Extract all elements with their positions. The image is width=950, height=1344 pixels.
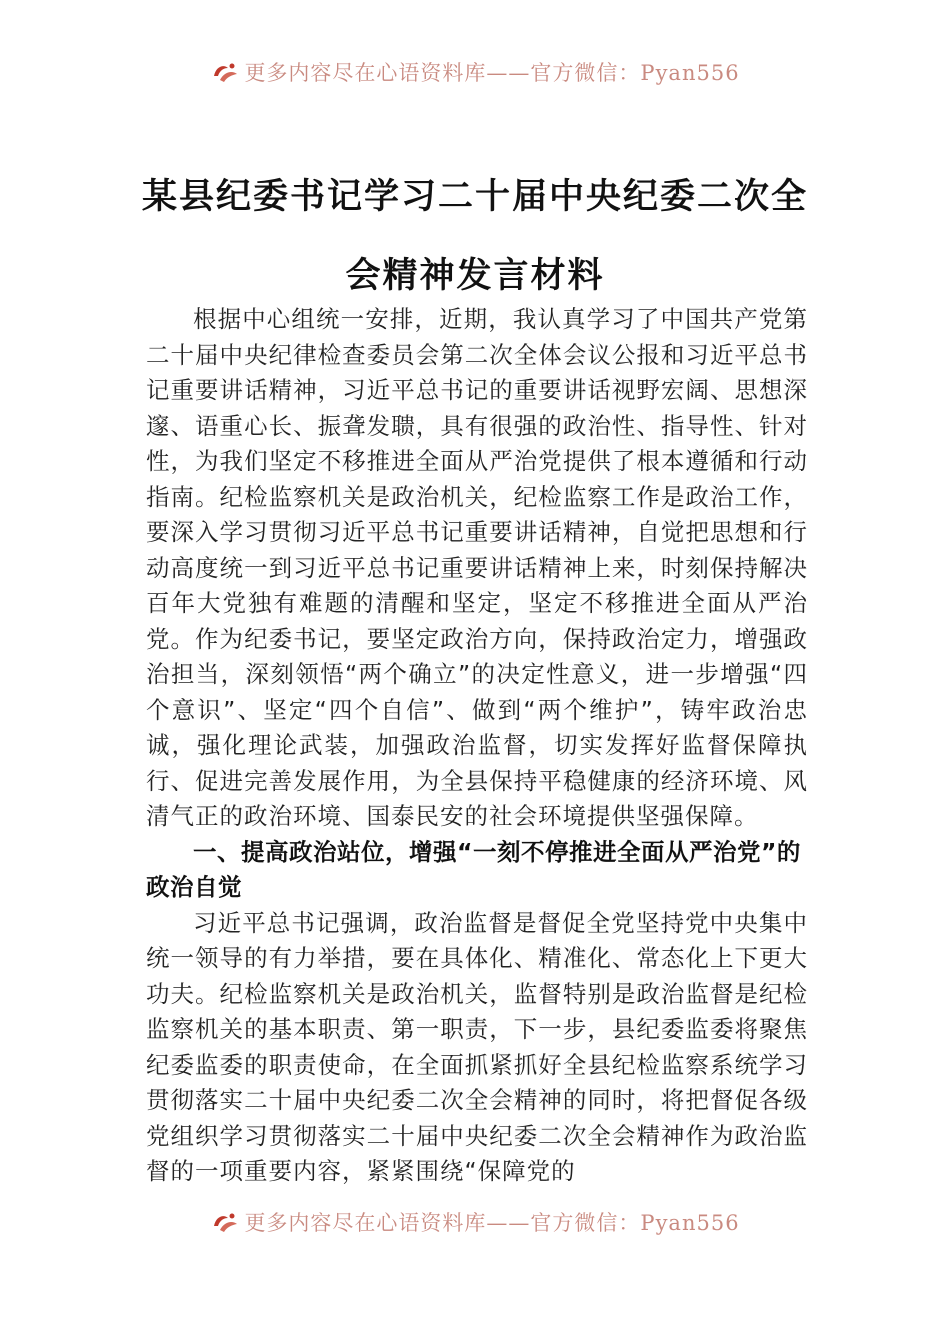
title-line-2: 会精神发言材料: [345, 255, 605, 296]
watermark-footer: [0, 1205, 950, 1239]
paragraph-intro: 根据中心组统一安排，近期，我认真学习了中国共产党第二十届中央纪律检查委员会第二次全体会议公报和习近平总书记重要讲话精神，习近平总书记的重要讲话视野宏阔、思想深邃、语重心长、振聋发聩，具有很强的政治性、指导性、针对性，为我们坚定不移推进全面从严治党提供了根本遵循和行动指南。纪检监察机关是政治机关，纪检监察工作是政治工作，要深入学习贯彻习近平总书记重要讲话精神，自觉把思想和行动高度统一到习近平总书记重要讲话精神上来，时刻保持解决百年大党独有难题的清醒和坚定，坚定不移推进全面从严治党。作为纪委书记，要坚定政治方向，保持政治定力，增强政治担当，深刻领悟“两个确立”的决定性意义，进一步增强“四个意识”、坚定“四个自信”、做到“两个维护”，铸牢政治忠诚，强化理论武装，加强政治监督，切实发挥好监督保障执行、促进完善发展作用，为全县保持平稳健康的经济环境、风清气正的政治环境、国泰民安的社会环境提供坚强保障。: [146, 305, 808, 830]
document-body: [146, 302, 808, 1190]
watermark-logo-icon: [210, 60, 240, 84]
document-title: [140, 157, 810, 315]
watermark-text: 更多内容尽在心语资料库——官方微信：Pyan556: [244, 1211, 740, 1235]
section-heading-1: 一、提高政治站位，增强“一刻不停推进全面从严治党”的政治自觉: [146, 837, 801, 901]
watermark-header: [0, 55, 950, 89]
title-line-1: 某县纪委书记学习二十届中央纪委二次全: [141, 176, 808, 217]
paragraph-section-1: 习近平总书记强调，政治监督是督促全党坚持党中央集中统一领导的有力举措，要在具体化、精准化、常态化上下更大功夫。纪检监察机关是政治机关，监督特别是政治监督是纪检监察机关的基本职责、第一职责，下一步，县纪委监委将聚焦纪委监委的职责使命，在全面抓紧抓好全县纪检监察系统学习贯彻落实二十届中央纪委二次全会精神的同时，将把督促各级党组织学习贯彻落实二十届中央纪委二次全会精神作为政治监督的一项重要内容，紧紧围绕“保障党的: [146, 908, 808, 1185]
watermark-logo-icon: [210, 1210, 240, 1234]
watermark-text: 更多内容尽在心语资料库——官方微信：Pyan556: [244, 61, 740, 85]
